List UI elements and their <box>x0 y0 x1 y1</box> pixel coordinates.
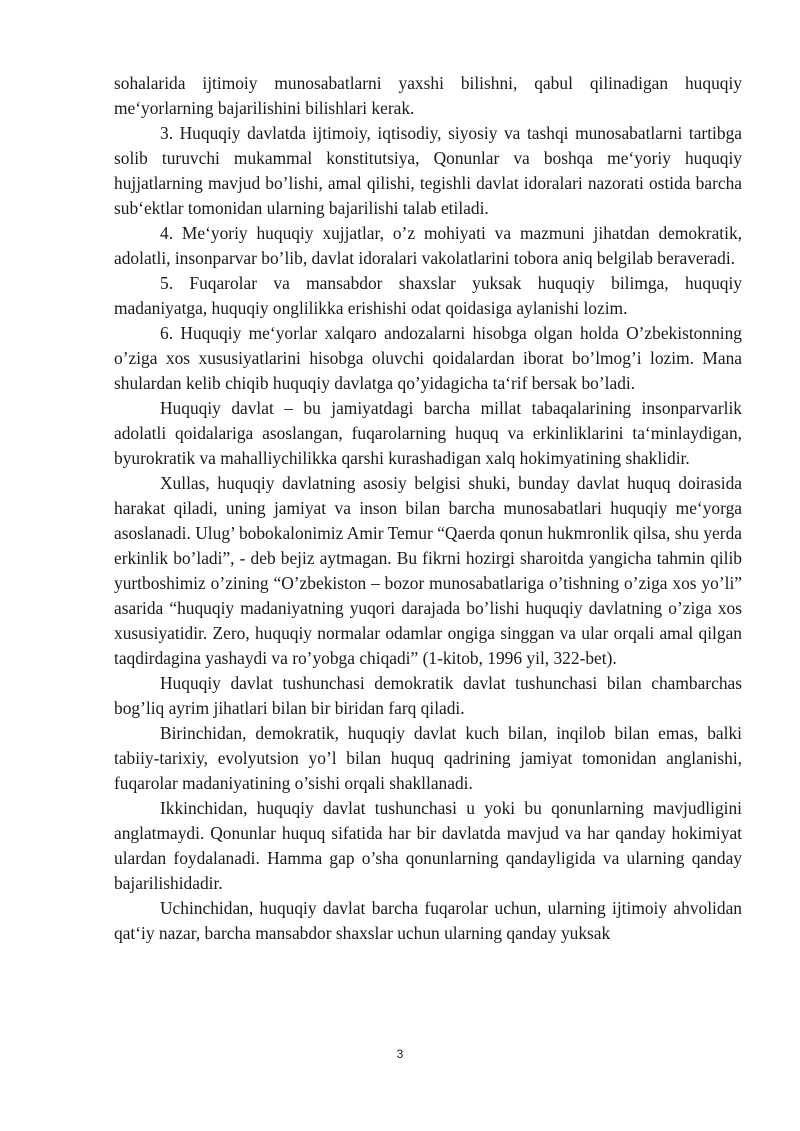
paragraph-first: Birinchidan, demokratik, huquqiy davlat kuch bilan, inqilob bilan emas, balki tabiiy-tarixiy, evolyutsion yo’l bilan huquq qadrining jamiyat tomonidan anglanishi, fuqarolar madaniyatining o’sishi orqali shakllanadi. <box>114 723 742 793</box>
paragraph-item-5: 5. Fuqarolar va mansabdor shaxslar yuksak huquqiy bilimga, huquqiy madaniyatga, huquqiy onglilikka erishishi odat qoidasiga aylanishi lozim. <box>114 273 742 318</box>
paragraph-second: Ikkinchidan, huquqiy davlat tushunchasi u yoki bu qonunlarning mavjudligini anglatmaydi. Qonunlar huquq sifatida har bir davlatda mavjud va har qanday hokimiyat ulardan foydalanadi. Hamma gap o’sha qonunlarning qandayligida va ularning qanday bajarilishidadir. <box>114 798 742 893</box>
paragraph-item-3: 3. Huquqiy davlatda ijtimoiy, iqtisodiy, siyosiy va tashqi munosabatlarni tartibga solib turuvchi mukammal konstitutsiya, Qonunlar va boshqa me‘yoriy huquqiy hujjatlarning mavjud bo’lishi, amal qilishi, tegishli davlat idoralari nazorati ostida barcha sub‘ektlar tomonidan ularning bajarilishi talab etiladi. <box>114 123 742 218</box>
paragraph-definition: Huquqiy davlat – bu jamiyatdagi barcha millat tabaqalarining insonparvarlik adolatli qoidalariga asoslangan, fuqarolarning huquq va erkinliklarini ta‘minlaydigan, byurokratik va mahalliychilikka qarshi kurashadigan xalq hokimyatining shaklidir. <box>114 398 742 468</box>
paragraph-item-4: 4. Me‘yoriy huquqiy xujjatlar, o’z mohiyati va mazmuni jihatdan demokratik, adolatli, insonparvar bo’lib, davlat idoralari vakolatlarini tobora aniq belgilab beraveradi. <box>114 223 742 268</box>
paragraph-item-6: 6. Huquqiy me‘yorlar xalqaro andozalarni hisobga olgan holda O’zbekistonning o’ziga xos xususiyatlarini hisobga oluvchi qoidalardan iborat bo’lmog’i lozim. Mana shulardan kelib chiqib huquqiy davlatga qo’yidagicha ta‘rif bersak bo’ladi. <box>114 323 742 393</box>
paragraph-comparison: Huquqiy davlat tushunchasi demokratik davlat tushunchasi bilan chambarchas bog’liq ayrim jihatlari bilan bir biridan farq qiladi. <box>114 673 742 718</box>
paragraph-third: Uchinchidan, huquqiy davlat barcha fuqarolar uchun, ularning ijtimoiy ahvolidan qat‘iy nazar, barcha mansabdor shaxslar uchun ularning qanday yuksak <box>114 898 742 943</box>
paragraph-continuation: sohalarida ijtimoiy munosabatlarni yaxshi bilishni, qabul qilinadigan huquqiy me‘yorlarning bajarilishini bilishlari kerak. <box>114 73 742 118</box>
page-number: 3 <box>396 1047 404 1061</box>
paragraph-conclusion: Xullas, huquqiy davlatning asosiy belgisi shuki, bunday davlat huquq doirasida harakat qiladi, uning jamiyat va inson bilan barcha munosabatlari huquqiy me‘yorga asoslanadi. Ulug’ bobokalonimiz Amir Temur “Qaerda qonun hukmronlik qilsa, shu yerda erkinlik bo’ladi”, - deb bejiz aytmagan. Bu fikrni hozirgi sharoitda yangicha tahmin qilib yurtboshimiz o’zining “O’zbekiston – bozor munosabatlariga o’tishning o’ziga xos yo’li” asarida “huquqiy madaniyatning yuqori darajada bo’lishi huquqiy davlatning o’ziga xos xususiyatidir. Zero, huquqiy normalar odamlar ongiga singgan va ular orqali amal qilgan taqdirdagina yashaydi va ro’yobga chiqadi” (1-kitob, 1996 yil, 322-bet). <box>114 473 742 668</box>
document-page <box>114 71 742 946</box>
